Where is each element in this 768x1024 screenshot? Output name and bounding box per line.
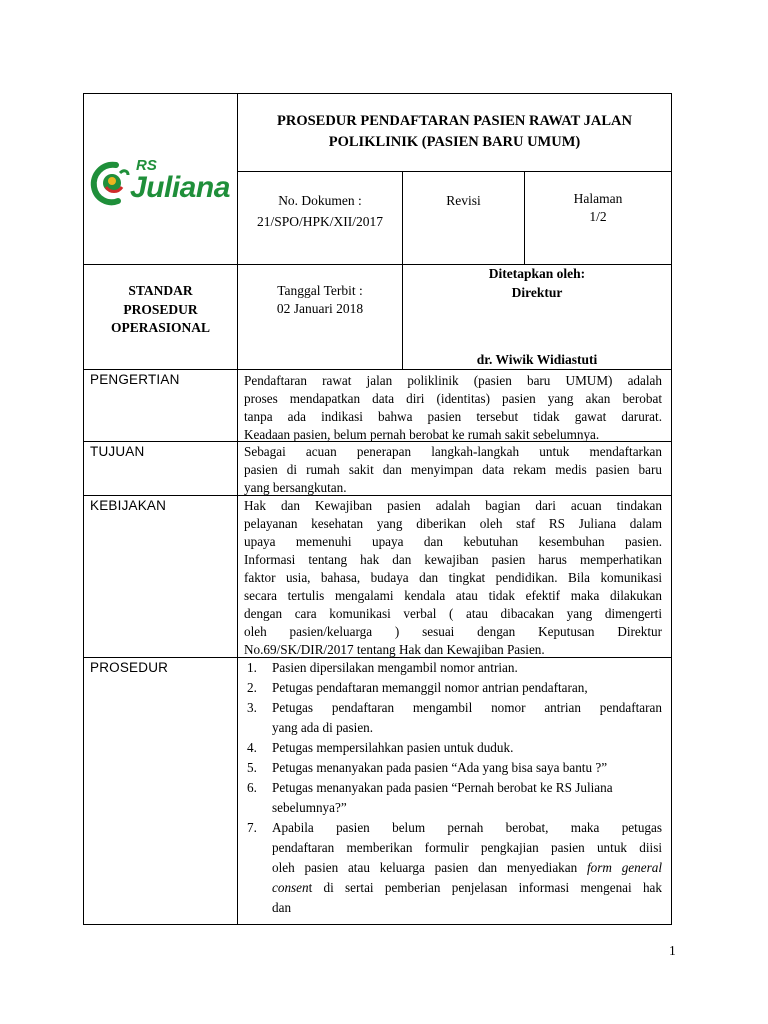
step-line: sebelumnya?” [272,800,347,815]
step-item [242,758,662,778]
tanggal-value: 02 Januari 2018 [276,301,364,316]
step-number: 6. [247,780,257,795]
kebijakan-text [244,497,662,659]
step-line: Petugas pendaftaran mengambil nomor antrian pendaftaran [272,700,662,715]
step-item [242,738,662,758]
step-number: 5. [247,760,257,775]
step-line: Petugas mempersilahkan pasien untuk duduk. [272,740,514,755]
logo-name-text: Juliana [130,171,230,204]
kebijakan-line: Informasi tentang hak dan kewajiban pasien harus memperhatikan [244,552,662,567]
kebijakan-line: faktor usia, bahasa, budaya dan tingkat pendidikan. Bila komunikasi [244,570,662,585]
step-line: Apabila pasien belum pernah berobat, maka petugas [272,820,662,835]
step-number: 1. [247,660,257,675]
sop-label [84,282,237,338]
kebijakan-line: secara tertulis mengalami kendala atau tidak efektif maka dilakukan [244,588,662,603]
step-item [242,658,662,678]
tujuan-line: pasien di rumah sakit dan menyimpan data rekam medis pasien baru [244,462,662,477]
pengertian-text [244,372,662,444]
halaman-label: Halaman [573,191,623,206]
step-number: 7. [247,820,257,835]
pengertian-line: Pendaftaran rawat jalan poliklinik (pasien baru UMUM) adalah [244,373,662,388]
revisi-label: Revisi [446,193,481,208]
step-line-with-italic [272,858,662,878]
step-item [242,698,662,738]
step-number: 2. [247,680,257,695]
pengertian-line: Keadaan pasien, belum pernah berobat ke rumah sakit sebelumnya. [244,427,600,442]
doc-no-label: No. Dokumen : [278,193,362,208]
ditetapkan [403,264,671,302]
step-line-with-italic [272,878,662,898]
ditetapkan-label: Ditetapkan oleh: [488,266,586,281]
kebijakan-line: pelayanan kesehatan yang diberikan oleh staf RS Juliana dalam [244,516,662,531]
document-title [238,111,671,153]
doc-no-value: 21/SPO/HPK/XII/2017 [256,214,383,229]
pengertian-line: tanpa ada indikasi bahwa pasien tersebut tidak gawat darurat. [244,409,662,424]
step-number: 3. [247,700,257,715]
step-line: yang ada di pasien. [272,720,374,735]
step-line: Petugas menanyakan pada pasien “Pernah berobat ke RS Juliana [272,780,613,795]
tujuan-text [244,443,662,497]
sop-line-2: PROSEDUR [123,301,198,317]
prosedur-steps [242,658,662,918]
step-line: Pasien dipersilakan mengambil nomor antrian. [272,660,518,675]
revisi-cell [402,171,525,265]
step-item [242,818,662,918]
title-line-1: PROSEDUR PENDAFTARAN PASIEN RAWAT JALAN [276,113,632,129]
revisi [403,190,524,211]
sop-line-1: STANDAR [128,283,193,298]
doc-number [238,190,402,232]
tanggal-label: Tanggal Terbit : [277,283,363,298]
kebijakan-label: KEBIJAKAN [90,498,167,513]
kebijakan-line: No.69/SK/DIR/2017 tentang Hak dan Kewajiban Pasien. [244,642,545,657]
tujuan-line: Sebagai acuan penerapan langkah-langkah untuk mendaftarkan [244,444,662,459]
halaman [525,190,671,226]
tujuan-line: yang bersangkutan. [244,480,347,495]
sop-line-3: OPERASIONAL [110,320,210,335]
step-line: Petugas pendaftaran memanggil nomor antrian pendaftaran, [272,680,588,695]
pengertian-line: proses mendapatkan data diri (identitas) pasien yang akan berobat [244,391,662,406]
pengertian-label: PENGERTIAN [90,372,180,387]
step-line: dan [272,900,292,915]
step-item [242,678,662,698]
kebijakan-line: Hak dan Kewajiban pasien adalah bagian dari acuan tindakan [244,498,662,513]
step-line-text: t di sertai pemberian penjelasan informasi mengenai hak [308,880,662,895]
rs-juliana-logo [90,155,232,215]
ditetapkan-role: Direktur [511,285,563,300]
step-item [242,778,662,818]
logo-rs-text: RS [136,157,157,174]
kebijakan-line: dengan cara komunikasi verbal ( atau dibacakan yang dimengerti [244,606,662,621]
step-line: pendaftaran memberikan formulir pengkajian pasien untuk diisi [272,840,662,855]
tanggal-terbit [238,282,402,318]
step-line: Petugas menanyakan pada pasien “Ada yang bisa saya bantu ?” [272,760,608,775]
kebijakan-line: upaya memenuhi upaya dan kebutuhan kesembuhan pasien. [244,534,662,549]
italic-consent: consen [272,880,309,895]
italic-form-general: form general [587,860,662,875]
step-line-text: oleh pasien atau keluarga pasien dan menyediakan [272,860,578,875]
title-line-2: POLIKLINIK (PASIEN BARU UMUM) [328,134,581,150]
tujuan-label: TUJUAN [90,444,145,459]
step-number: 4. [247,740,257,755]
ditetapkan-signature-name: dr. Wiwik Widiastuti [476,352,598,367]
kebijakan-line: oleh pasien/keluarga ) sesuai dengan Keputusan Direktur [244,624,662,639]
prosedur-label: PROSEDUR [90,660,169,675]
page-number: 1 [669,943,676,958]
halaman-value: 1/2 [589,209,607,224]
